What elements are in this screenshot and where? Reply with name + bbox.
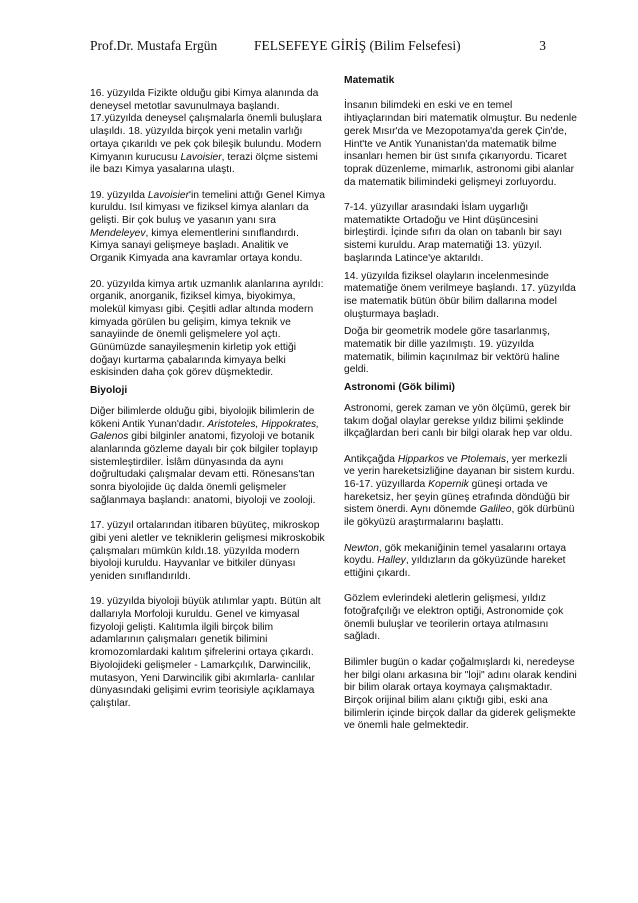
emphasis: Newton	[344, 542, 379, 554]
paragraph-biyoloji-19: 19. yüzyılda biyoloji büyük atılımlar yaptı. Bütün alt dallarıyla Morfoloji kuruldu. Genel ve kimyasal fizyoloji gelişti. Kalıtımla ilgili birçok bilim adamlarının çalışmaları genetik bilimini kromozomlardaki kalıtım şifrelerini ortaya çıkardı. Biyolojideki gelişmeler - Lamarkçılık, Darwincilik, mutasyon, Yeni Darwincilik gibi akımlarla- canlılar dünyasındaki gelişimi evrim teorisiyle açıklamaya çalıştılar.	[90, 596, 321, 709]
paragraph-matematik-islam: 7-14. yüzyıllar arasındaki İslam uygarlığı matematikte Ortadoğu ve Hint düşüncesini birleştirdi. İçinde sıfırı da olan on tabanlı bir sayı sistemi kuruldu. Arap matematiği 13. yüzyıl. başlarında Latince'ye aktarıldı.	[344, 202, 563, 264]
text: , yer merkezli ve yerin hareketsizliğine dayanan bir sistem kurdu. 16-17. yüzyıllarda	[344, 453, 575, 491]
text: , terazi ölçme sistemi ile bazı Kimya yasalarına ulaştı.	[90, 151, 318, 176]
section-heading-astronomi: Astronomi (Gök bilimi)	[344, 382, 455, 394]
left-column	[90, 88, 326, 723]
text: , gök dürbünü ile gökyüzü araştırmalarını başlattı.	[344, 504, 575, 529]
emphasis: Halley	[377, 555, 406, 567]
paragraph-kimya-16	[90, 88, 326, 177]
header-author: Prof.Dr. Mustafa Ergün	[90, 38, 218, 53]
text: 'in temelini attığı Genel Kimya kuruldu. Isıl kimyası ve fiziksel kimya alanları da gelişti. Bir çok buluş ve yasanın yanı sıra	[90, 189, 325, 227]
paragraph-biyoloji-antik	[90, 406, 326, 508]
paragraph-matematik-doga: Doğa bir geometrik modele göre tasarlanmış, matematik bir dille yazılmıştı. 19. yüzyılda matematik, bilimin kaçınılmaz bir vektörü haline geldi.	[344, 326, 560, 376]
paragraph-astronomi-antik	[344, 454, 580, 530]
section-heading-biyoloji: Biyoloji	[90, 385, 128, 397]
emphasis: Mendeleyev	[90, 227, 146, 239]
emphasis: Aristoteles, Hippokrates, Galenos	[90, 418, 320, 443]
emphasis: Kopernik	[428, 479, 469, 491]
text: , kimya elementlerini sınıflandırdı. Kimya sanayi gelişmeye başladı. Analitik ve Organik Kimyada ana kavramlar ortaya kondu.	[90, 227, 303, 265]
section-heading-matematik: Matematik	[344, 75, 395, 86]
emphasis: Ptolemais	[460, 453, 506, 465]
paragraph-astronomi-gozlem: Gözlem evlerindeki aletlerin gelişmesi, yıldız fotoğrafçılığı ve elektron optiği, Astronomide çok önemli buluşlar ve teorilerin ortaya atılmasını sağladı.	[344, 593, 564, 643]
text: , gök mekaniğinin temel yasalarını ortaya koydu.	[344, 542, 567, 567]
header-title: FELSEFEYE GİRİŞ (Bilim Felsefesi)	[254, 38, 461, 53]
text: Antikçağda	[344, 453, 398, 465]
text: gibi bilginler anatomi, fizyoloji ve botanik alanlarında gözleme dayalı bir çok bilgiler toplayıp sistemleştirdiler. İslâm dünyasında da aynı doğrultudaki çalışmalar devam etti. Rönesans'tan sonra biyolojide üç dalda önemli gelişmeler sağlanmaya başlandı: anatomi, biyoloji ve zooloji.	[90, 431, 318, 506]
text: 16. yüzyılda Fizikte olduğu gibi Kimya alanında da deneysel metotlar savunulmaya başlandı. 17.yüzyılda deneysel çalışmalarla önemli buluşlara ulaşıldı. 18. yüzyılda birçok yeni metalin varlığı ortaya çıkarıldı ve pek çok bileşik bulundu. Modern Kimyanın kurucusu	[90, 88, 322, 163]
emphasis: Galileo	[479, 504, 512, 516]
paragraph-astronomi-intro: Astronomi, gerek zaman ve yön ölçümü, gerek bir takım doğal olaylar gerekse yıldız bilimi şeklinde ilkçağlardan beri canlı bir bilgi olarak hep var oldu.	[344, 402, 573, 440]
paragraph-kimya-20: 20. yüzyılda kimya artık uzmanlık alanlarına ayrıldı: organik, anorganik, fiziksel kimya, biyokimya, molekül kimyası gibi. Çeşitli adlar altında modern kimyada görülen bu gelişim, kimya teknik ve sanayiinde de önemli gelişmelere yol açtı. Günümüzde sanayileşmenin kirletip yok ettiği doğayı kurtarma çabalarında kimyaya belki eskisinden daha çok görev düşmektedir.	[90, 278, 324, 379]
paragraph-matematik-14: 14. yüzyılda fiziksel olayların incelenmesinde matematiğe önem verilmeye başlandı. 17. yüzyılda ise matematik bütün öbür bilim dallarına model oluşturmaya başladı.	[344, 270, 576, 320]
text: 19. yüzyılda	[90, 189, 148, 201]
paragraph-kimya-19	[90, 190, 326, 266]
emphasis: Hipparkos	[397, 453, 445, 465]
page-number: 3	[539, 38, 546, 53]
right-column	[344, 75, 580, 746]
emphasis: Lavoisier	[147, 189, 190, 201]
page-header	[90, 38, 560, 56]
emphasis: Lavoisier	[180, 151, 222, 163]
paragraph-biyoloji-17: 17. yüzyıl ortalarından itibaren büyüteç, mikroskop gibi yeni aletler ve tekniklerin gelişmesi mikroskobik çalışmaları mümkün kıldı.18. yüzyılda modern biyoloji kuruldu. Hayvanlar ve bitkiler dünyası yeniden sınıflandırıldı.	[90, 520, 325, 582]
text: , yıldızların da gökyüzünde hareket ettiğini çıkardı.	[344, 555, 566, 579]
paragraph-matematik-intro: İnsanın bilimdeki en eski ve en temel ihtiyaçlarından biri matematik olmuştur. Bu nedenle gerek Mısır'da ve Mezopotamya'da gerek Çin'de, Hint'te ve Antik Yunanistan'da matematik bilme insanları hemen bir üst sınıfa çıkarıyordu. Ticaret toprak düzenleme, mimarlık, astronomi gibi alanlar da matematik bilimindeki gelişmeyi zorluyordu.	[344, 100, 577, 188]
text: Diğer bilimlerde olduğu gibi, biyolojik bilimlerin de kökeni Antik Yunan'dadır.	[90, 405, 315, 430]
paragraph-astronomi-newton	[344, 543, 580, 581]
text: güneşi ortada ve hareketsiz, her şeyin güneş etrafında döndüğü bir sistem önerdi. Aynı dönemde	[344, 479, 571, 516]
paragraph-bilimler: Bilimler bugün o kadar çoğalmışlardı ki, neredeyse her bilgi olanı arkasına bir "loji" adını olarak kendini bir bilim olarak ortaya koymaya çalışmaktadır. Birçok orijinal bilim alanı çıktığı gibi, eski ana bilimlerin içinde birçok dallar da giderek gelişmekte ve önemli hale gelmektedir.	[344, 656, 577, 732]
text: ve	[444, 453, 461, 465]
